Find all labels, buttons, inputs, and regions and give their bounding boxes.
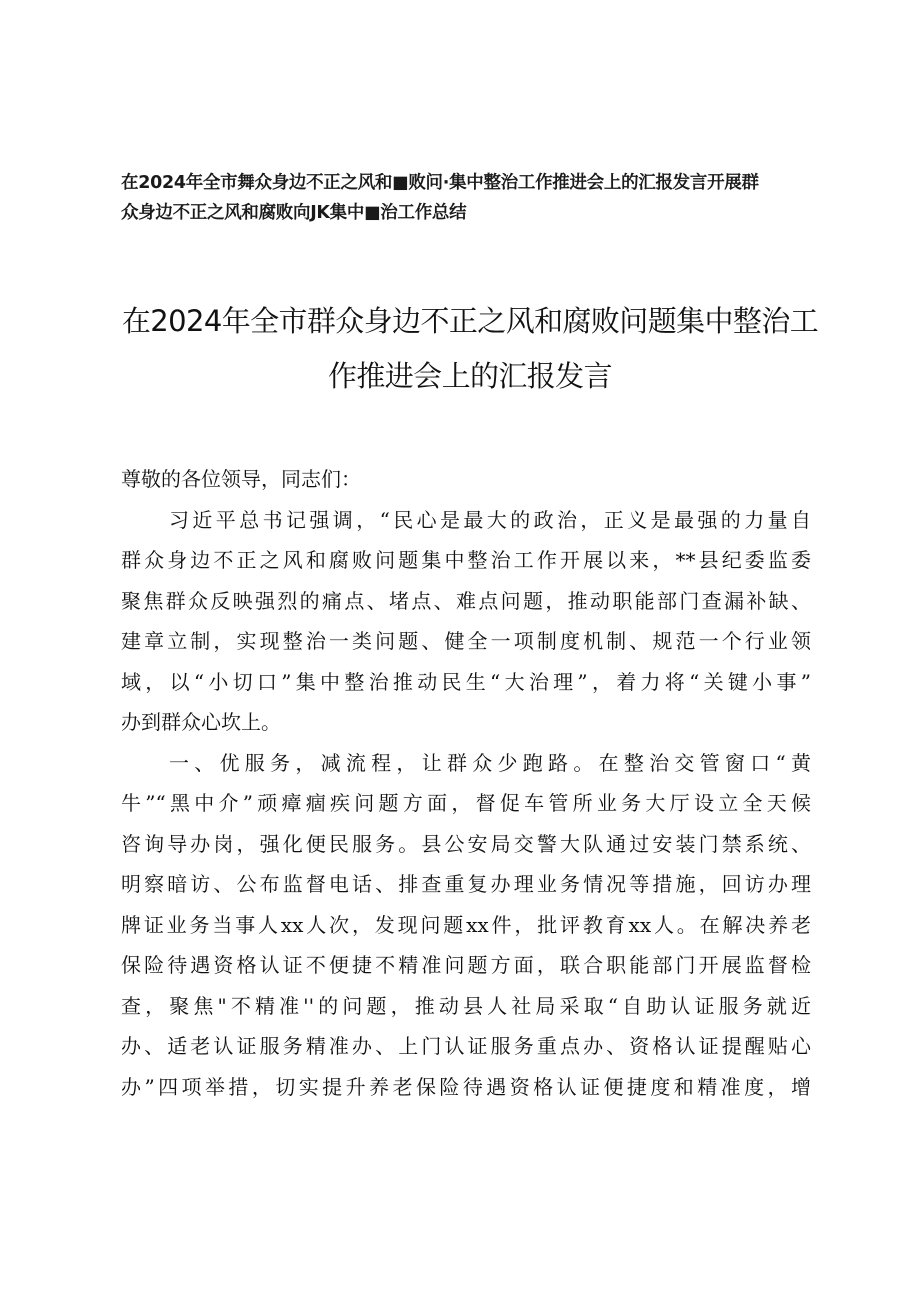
paragraph-line: 聚焦群众反映强烈的痛点、堵点、难点问题，推动职能部门查漏补缺、	[121, 588, 811, 613]
paragraph-1	[121, 500, 811, 743]
paragraph-line: 牌证业务当事人xx人次，发现问题xx件，批评教育xx人。在解决养老	[121, 912, 811, 937]
salutation: 尊敬的各位领导，同志们：	[121, 467, 361, 491]
paragraph-line: 查，聚焦"不精准''的问题，推动县人社局采取“自助认证服务就近	[121, 993, 811, 1018]
paragraph-line: 办到群众心坎上。	[121, 710, 281, 734]
paragraph-line: 咨询导办岗，强化便民服务。县公安局交警大队通过安装门禁系统、	[121, 831, 811, 856]
paragraph-2	[121, 743, 811, 1108]
document-header	[121, 168, 811, 228]
paragraph-line: 办、适老认证服务精准办、上门认证服务重点办、资格认证提醒贴心	[121, 1034, 811, 1058]
paragraph-line: 保险待遇资格认证不便捷不精准问题方面，联合职能部门开展监督检	[121, 953, 811, 977]
paragraph-line: 牛”“黑中介”顽瘴痼疾问题方面，督促车管所业务大厅设立全天候	[121, 791, 811, 815]
paragraph-line: 群众身边不正之风和腐败问题集中整治工作开展以来，**县纪委监委	[121, 548, 811, 572]
header-line: 众身边不正之风和腐败向JK集中■治工作总结	[121, 203, 467, 223]
document-title	[100, 294, 840, 404]
paragraph-line: 一、优服务，减流程，让群众少跑路。在整治交管窗口“黄	[169, 750, 811, 775]
paragraph-line: 明察暗访、公布监督电话、排查重复办理业务情况等措施，回访办理	[121, 872, 811, 896]
paragraph-line: 建章立制，实现整治一类问题、健全一项制度机制、规范一个行业领	[121, 629, 811, 653]
paragraph-line: 办”四项举措，切实提升养老保险待遇资格认证便捷度和精准度，增	[121, 1074, 811, 1099]
paragraph-line: 域，以“小切口”集中整治推动民生“大治理”，着力将“关键小事”	[121, 669, 811, 694]
paragraph-line: 习近平总书记强调，“民心是最大的政治，正义是最强的力量自	[169, 507, 811, 532]
title-line: 在2024年全市群众身边不正之风和腐败问题集中整治工	[121, 304, 819, 338]
header-line: 在2024年全市舞众身边不正之风和■败问·集中整治工作推进会上的汇报发言开展群	[121, 173, 759, 193]
document-body	[121, 459, 811, 1107]
title-line: 作推进会上的汇报发言	[327, 359, 612, 393]
